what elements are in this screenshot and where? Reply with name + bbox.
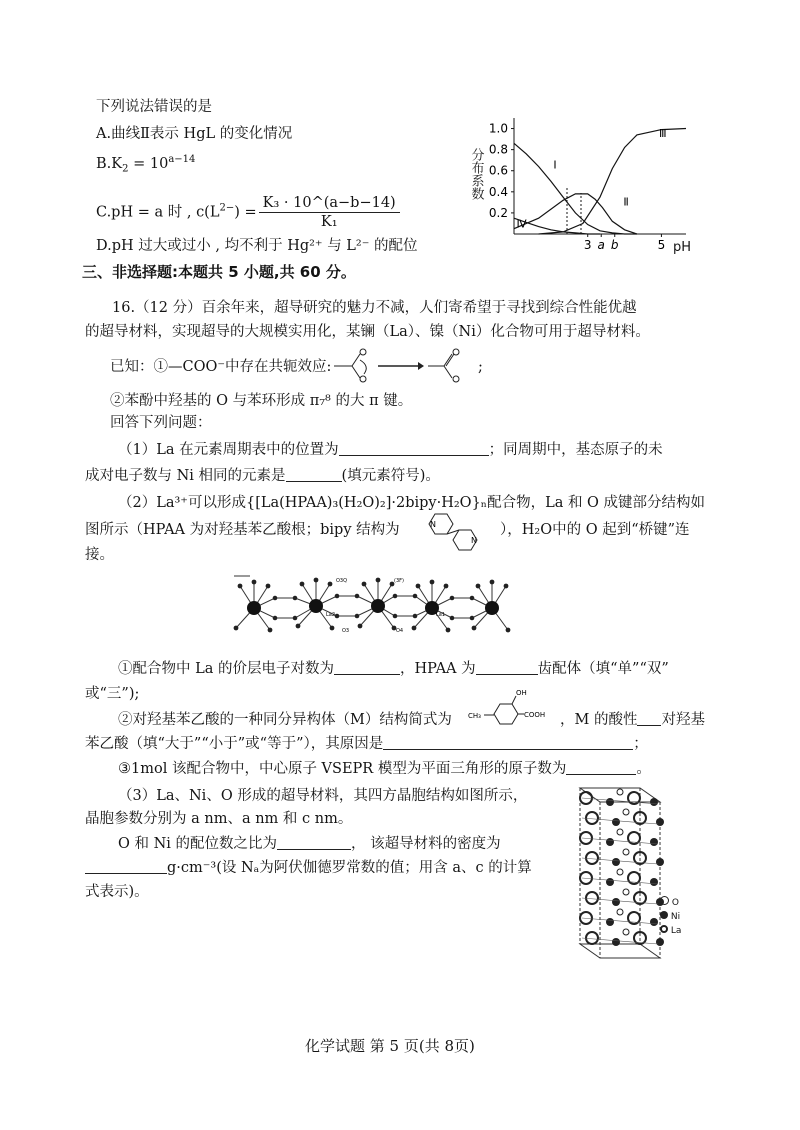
part-1-line-1: （1）La 在元素周期表中的位置为 ；同周期中，基态原子的未 [118,442,663,458]
part-2-q1-line-2: 或“三”); [85,686,140,702]
answer-blank[interactable] [566,760,636,775]
la-atom [247,601,261,615]
chain-label: La2 [326,612,336,618]
answer-blank[interactable] [339,441,489,456]
x-tick-label: b [610,238,619,252]
svg-text:N: N [430,520,436,529]
series-line [539,126,686,235]
q15-option-c: C.pH = a 时 , $c(L^{2-})$ = $\frac{\text{K₃ · 10\textasciicircum{}(a−b−14)}}{\text{K₁}}$ [96,194,400,231]
answer-blank[interactable] [85,859,167,874]
ni-atom-icon [660,911,668,919]
known-1-end: ; [478,359,483,375]
bipy-structure [425,508,495,558]
chain-label: O3 [342,628,350,634]
x-tick-label: 3 [583,238,592,252]
part-2-q2-line-1: ②对羟基苯乙酸的一种同分异构体（M）结构简式为 [118,712,452,728]
svg-text:COOH: COOH [524,711,546,719]
q15-option-a: A.曲线Ⅱ表示 HgL 的变化情况 [96,126,293,142]
part-2-line-2: 图所示（HPAA 为对羟基苯乙酸根；bipy 结构为 [85,522,400,538]
series-label: Ⅳ [516,217,527,231]
la-atom-icon [660,925,668,933]
la-atom [371,599,385,613]
part-3-line-3: O 和 Ni 的配位数之比为 ， 该超导材料的密度为 [118,836,501,852]
conjugation-diagram [330,346,470,386]
x-tick-label: a [597,238,605,252]
section-heading: 三、非选择题:本题共 5 小题,共 60 分。 [82,263,356,281]
known-2: ②苯酚中羟基的 O 与苯环形成 π₇⁸ 的大 π 键。 [110,393,413,409]
cell-legend: O Ni La [660,896,681,938]
la-atom [309,599,323,613]
la-o-chain-structure [230,566,560,638]
known-1: 已知：①—COO⁻中存在共轭效应: [110,359,332,375]
x-tick-label: 5 [657,238,666,252]
chain-label: La1 [436,612,446,618]
answer-blank[interactable] [334,660,400,675]
y-tick-label: 0.4 [488,184,508,199]
distribution-chart [468,108,703,258]
part-3-line-4: g·cm⁻³(设 Nₐ为阿伏伽德罗常数的值；用含 a、c 的计算 [85,858,532,878]
y-tick-label: 0.6 [488,163,508,178]
q15-stem: 下列说法错误的是 [96,99,212,115]
q16-intro-2: 的超导材料，实现超导的大规模实用化，某镧（La）、镍（Ni）化合物可用于超导材料。 [85,324,650,340]
answer-prompt: 回答下列问题： [110,415,212,431]
crystal-cell-structure [560,778,700,968]
part-2-q2-line-2: 苯乙酸（填“大于”“小于”或“等于”），其原因是 ； [85,736,648,752]
part-2-line-2b: ），H₂O中的 O 起到“桥键”连 [500,522,690,538]
part-2-line-3: 接。 [85,547,114,563]
series-label: Ⅱ [623,195,629,209]
svg-text:OH: OH [516,689,527,697]
q16-intro-1: 16.（12 分）百余年来，超导研究的魅力不减，人们寄希望于寻找到综合性能优越 [112,300,637,316]
part-1-line-2: 成对电子数与 Ni 相同的元素是 (填元素符号)。 [85,468,440,484]
part-3-line-5: 式表示)。 [85,884,149,900]
series-label: Ⅰ [553,158,557,172]
y-axis-label: 分布系数 [468,148,484,200]
answer-blank[interactable] [476,660,538,675]
x-axis-label: pH [673,240,692,255]
chain-label: O4 [396,628,404,634]
y-tick-label: 0.8 [488,142,508,157]
series-label: Ⅲ [658,126,667,140]
q15-option-d: D.pH 过大或过小 , 均不利于 Hg²⁺ 与 L²⁻ 的配位 [96,238,418,254]
part-2-q1-line-1: ①配合物中 La 的价层电子对数为 ，HPAA 为 齿配体（填“单”“双” [118,661,669,677]
series-line [514,194,637,234]
part-3-line-2: 晶胞参数分别为 a nm、a nm 和 c nm。 [85,811,353,827]
fraction: $\frac{\text{K₃ · 10\textasciicircum{}(a−b−14)}}{\text{K₁}}$ [259,194,400,231]
answer-blank[interactable] [637,711,661,726]
m-structure [468,686,558,730]
series-line [514,218,600,234]
part-2-q3: ③1mol 该配合物中，中心原子 VSEPR 模型为平面三角形的原子数为 。 [118,761,651,777]
part-2-line-1: （2）La³⁺可以形成{[La(HPAA)₃(H₂O)₂]·2bipy·H₂O}ₙ配合物，La 和 O 成键部分结构如 [118,495,706,511]
svg-text:N: N [471,536,477,545]
answer-blank[interactable] [286,467,342,482]
la-atom [485,601,499,615]
chain-label: (3F) [394,578,404,584]
o-atom-icon [660,896,669,905]
chain-label: O3Q [336,578,348,584]
y-tick-label: 0.2 [488,205,508,220]
y-tick-label: 1.0 [488,121,508,136]
part-2-q2-line-1b: ，M 的酸性 对羟基 [560,712,705,728]
q15-option-b: $B.K_2 = 10^{a-14}$ [96,154,196,175]
answer-blank[interactable] [383,735,633,750]
svg-text:CH₃: CH₃ [468,712,481,720]
page-footer: 化学试题 第 5 页(共 8页) [305,1037,475,1055]
part-3-line-1: （3）La、Ni、O 形成的超导材料，其四方晶胞结构如图所示， [118,788,528,804]
answer-blank[interactable] [277,835,351,850]
